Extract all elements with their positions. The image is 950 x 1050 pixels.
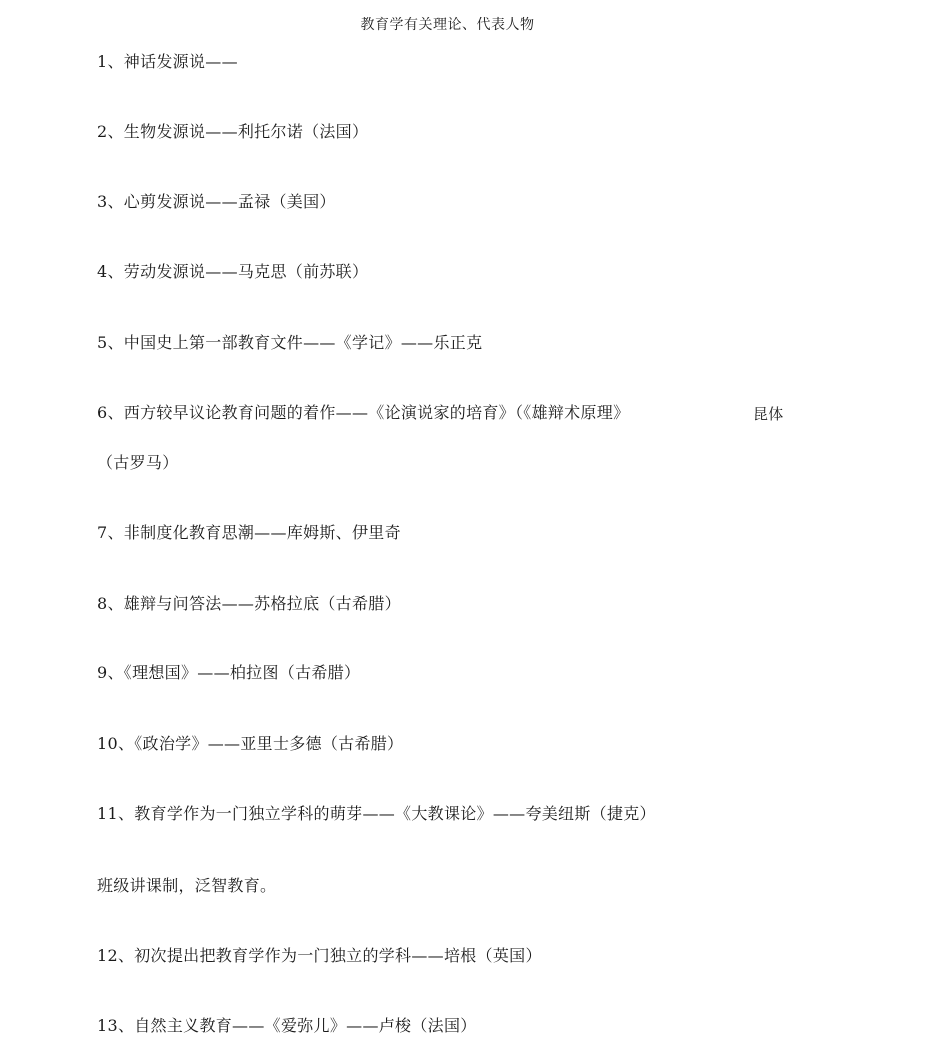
list-item: 2、生物发源说——利托尔诺（法国） xyxy=(97,122,369,141)
list-item: 5、中国史上第一部教育文件——《学记》——乐正克 xyxy=(97,333,483,352)
list-item: 9、《理想国》——柏拉图（古希腊） xyxy=(97,663,361,682)
list-item-continuation: 班级讲课制，泛智教育。 xyxy=(97,876,277,895)
list-item-continuation: （古罗马） xyxy=(97,453,179,472)
list-item: 4、劳动发源说——马克思（前苏联） xyxy=(97,262,369,281)
list-item: 3、心剪发源说——孟禄（美国） xyxy=(97,192,336,211)
list-item: 13、自然主义教育——《爱弥儿》——卢梭（法国） xyxy=(97,1016,477,1035)
list-item-side-note: 昆体 xyxy=(753,405,784,423)
list-item: 7、非制度化教育思潮——库姆斯、伊里奇 xyxy=(97,523,401,542)
list-item: 11、教育学作为一门独立学科的萌芽——《大教课论》——夸美纽斯（捷克） xyxy=(97,804,656,823)
list-item: 12、初次提出把教育学作为一门独立的学科——培根（英国） xyxy=(97,946,542,965)
page-title: 教育学有关理论、代表人物 xyxy=(360,17,535,33)
list-item: 6、西方较早议论教育问题的着作——《论演说家的培育》（《雄辩术原理》 xyxy=(97,403,630,422)
list-item: 8、雄辩与问答法——苏格拉底（古希腊） xyxy=(97,594,401,613)
list-item: 10、《政治学》——亚里士多德（古希腊） xyxy=(97,734,404,753)
list-item: 1、神话发源说—— xyxy=(97,52,238,71)
